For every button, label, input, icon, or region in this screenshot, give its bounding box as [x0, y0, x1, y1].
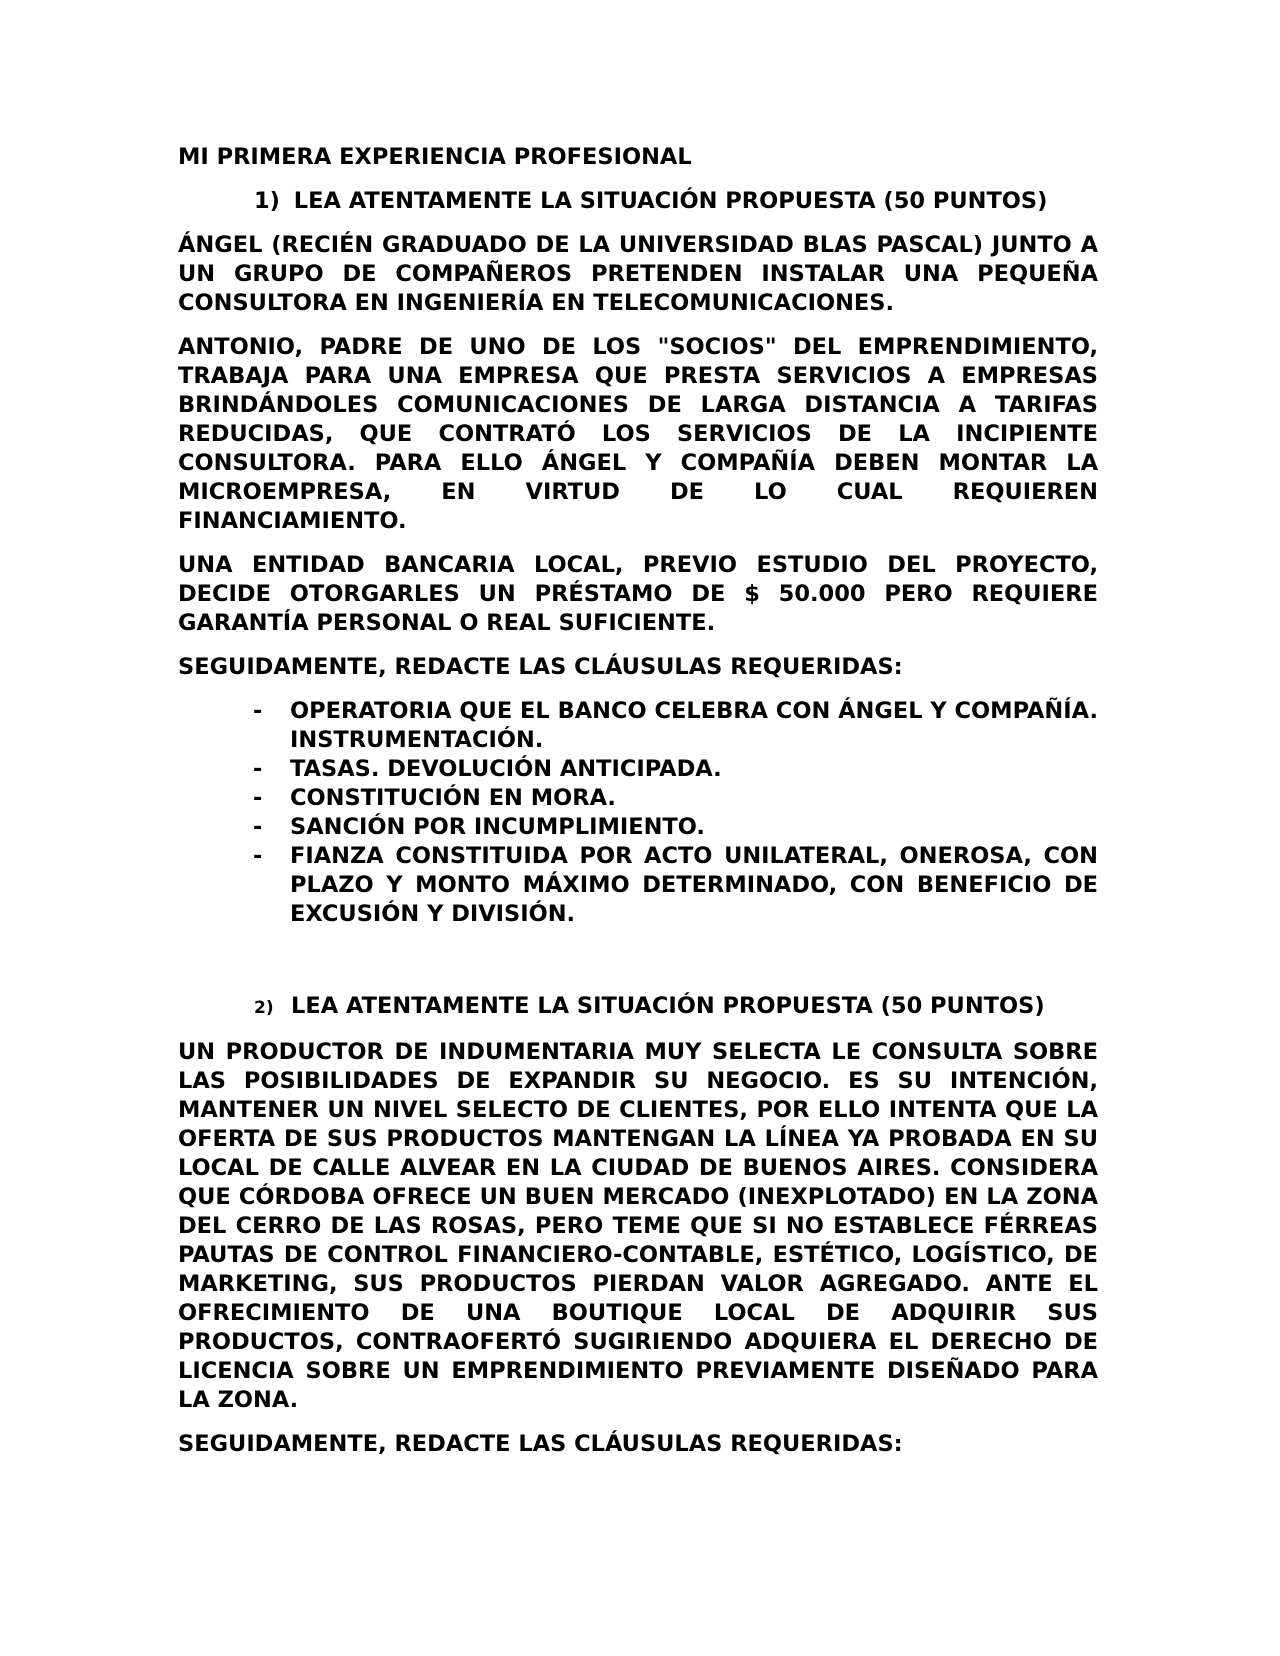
section-1-paragraph-3: UNA ENTIDAD BANCARIA LOCAL, PREVIO ESTUDIO DEL PROYECTO, DECIDE OTORGARLES UN PRÉSTAMO DE $ 50.000 PERO REQUIERE GARANTÍA PERSONAL O REAL SUFICIENTE. [178, 552, 1098, 636]
section-2-paragraph-1: UN PRODUCTOR DE INDUMENTARIA MUY SELECTA LE CONSULTA SOBRE LAS POSIBILIDADES DE EXPANDIR SU NEGOCIO. ES SU INTENCIÓN, MANTENER UN NIVEL SELECTO DE CLIENTES, POR ELLO INTENTA QUE LA OFERTA DE SUS PRODUCTOS MANTENGAN LA LÍNEA YA PROBADA EN SU LOCAL DE CALLE ALVEAR EN LA CIUDAD DE BUENOS AIRES. CONSIDERA QUE CÓRDOBA OFRECE UN BUEN MERCADO (INEXPLOTADO) EN LA ZONA DEL CERRO DE LAS ROSAS, PERO TEME QUE SI NO ESTABLECE FÉRREAS PAUTAS DE CONTROL FINANCIERO-CONTABLE, ESTÉTICO, LOGÍSTICO, DE MARKETING, SUS PRODUCTOS PIERDAN VALOR AGREGADO. ANTE EL OFRECIMIENTO DE UNA BOUTIQUE LOCAL DE ADQUIRIR SUS PRODUCTOS, CONTRAOFERTÓ SUGIRIENDO ADQUIERA EL DERECHO DE LICENCIA SOBRE UN EMPRENDIMIENTO PREVIAMENTE DISEÑADO PARA LA ZONA. [178, 1039, 1098, 1413]
section-1-heading [178, 187, 1098, 216]
section-2-number: 2) [254, 998, 274, 1018]
section-1-paragraph-1: ÁNGEL (RECIÉN GRADUADO DE LA UNIVERSIDAD BLAS PASCAL) JUNTO A UN GRUPO DE COMPAÑEROS PRETENDEN INSTALAR UNA PEQUEÑA CONSULTORA EN INGENIERÍA EN TELECOMUNICACIONES. [178, 232, 1098, 316]
clause-item: - FIANZA CONSTITUIDA POR ACTO UNILATERAL, ONEROSA, CON PLAZO Y MONTO MÁXIMO DETERMINADO, CON BENEFICIO DE EXCUSIÓN Y DIVISIÓN. [290, 842, 1098, 929]
clause-item: - CONSTITUCIÓN EN MORA. [290, 784, 1098, 813]
section-2-heading-text: LEA ATENTAMENTE LA SITUACIÓN PROPUESTA (50 PUNTOS) [291, 993, 1045, 1019]
section-1-paragraph-2 [178, 333, 1098, 536]
section-1-paragraph-2-main: ANTONIO, PADRE DE UNO DE LOS "SOCIOS" DEL EMPRENDIMIENTO, TRABAJA PARA UNA EMPRESA QUE PRESTA SERVICIOS A EMPRESAS BRINDÁNDOLES COMUNICACIONES DE LARGA DISTANCIA A TARIFAS REDUCIDAS, QUE CONTRATÓ LOS SERVICIOS DE LA INCIPIENTE CONSULTORA. PARA ELLO ÁNGEL Y COMPAÑÍA DEBEN MONTAR LA [178, 334, 1098, 476]
section-2-heading [178, 992, 1098, 1023]
section-1-number: 1) [254, 188, 280, 214]
document-page [178, 143, 1098, 1474]
section-1-instruction: SEGUIDAMENTE, REDACTE LAS CLÁUSULAS REQUERIDAS: [178, 654, 903, 680]
section-spacer [178, 929, 1098, 992]
section-1-clause-list [178, 697, 1098, 929]
section-1-heading-text: LEA ATENTAMENTE LA SITUACIÓN PROPUESTA (50 PUNTOS) [293, 188, 1048, 214]
document-title: MI PRIMERA EXPERIENCIA PROFESIONAL [178, 144, 692, 170]
section-1-paragraph-2-spread-line: MICROEMPRESA, EN VIRTUD DE LO CUAL REQUIEREN [178, 479, 1098, 505]
section-1-paragraph-2-end: FINANCIAMIENTO. [178, 508, 407, 534]
clause-item: - SANCIÓN POR INCUMPLIMIENTO. [290, 813, 1098, 842]
clause-item: - OPERATORIA QUE EL BANCO CELEBRA CON ÁNGEL Y COMPAÑÍA. INSTRUMENTACIÓN. [290, 697, 1098, 755]
clause-item: - TASAS. DEVOLUCIÓN ANTICIPADA. [290, 755, 1098, 784]
section-2-instruction: SEGUIDAMENTE, REDACTE LAS CLÁUSULAS REQUERIDAS: [178, 1431, 903, 1457]
